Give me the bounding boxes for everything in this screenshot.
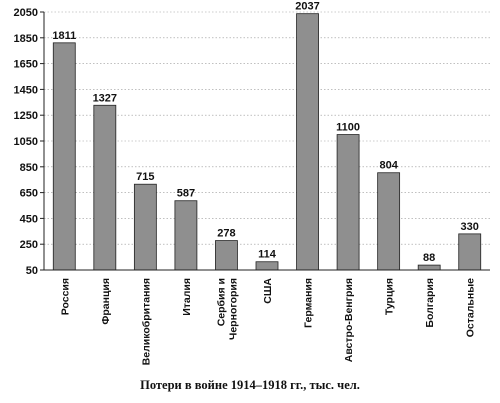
category-label-text: Австро-Венгрия bbox=[343, 278, 356, 363]
category-label bbox=[181, 278, 193, 316]
value-labels bbox=[52, 1, 479, 264]
bar bbox=[215, 241, 237, 270]
bar bbox=[459, 234, 481, 270]
data-label: 2037 bbox=[295, 0, 320, 13]
category-label-text: Турция bbox=[383, 278, 396, 316]
category-label-text: Остальные bbox=[464, 278, 477, 338]
bar bbox=[297, 14, 319, 270]
bars bbox=[53, 14, 480, 270]
y-tick-label: 1250 bbox=[13, 110, 38, 123]
bar bbox=[175, 201, 197, 270]
category-label-text: Великобритания bbox=[140, 278, 153, 366]
category-label-text: Франция bbox=[99, 278, 112, 325]
category-label-text: Болгария bbox=[424, 278, 437, 328]
bar bbox=[134, 184, 156, 270]
y-tick-label: 850 bbox=[19, 161, 38, 174]
category-label bbox=[303, 278, 315, 328]
bar bbox=[94, 105, 116, 270]
data-label: 1100 bbox=[336, 121, 361, 134]
y-tick-label: 450 bbox=[19, 213, 38, 226]
category-label bbox=[100, 278, 112, 325]
category-label-text: Германия bbox=[302, 278, 315, 328]
bar bbox=[256, 262, 278, 270]
data-label: 715 bbox=[136, 171, 155, 184]
y-tick-label: 50 bbox=[25, 265, 38, 277]
category-label bbox=[262, 278, 274, 304]
category-label bbox=[343, 278, 355, 362]
category-label-text: США bbox=[262, 278, 274, 304]
bar bbox=[418, 265, 440, 270]
category-label bbox=[140, 278, 152, 365]
data-label: 114 bbox=[258, 248, 276, 261]
bar bbox=[53, 43, 75, 270]
data-label: 88 bbox=[423, 252, 436, 265]
y-tick-label: 650 bbox=[19, 187, 38, 200]
y-tick-label: 1450 bbox=[13, 84, 38, 97]
data-label: 330 bbox=[460, 220, 479, 233]
chart-title: Потери в войне 1914–1918 гг., тыс. чел. bbox=[140, 378, 360, 392]
y-tick-label: 1650 bbox=[13, 58, 38, 71]
y-tick-label: 1050 bbox=[13, 136, 38, 148]
category-label-text: Россия bbox=[59, 278, 72, 316]
category-label-text: Черногория bbox=[227, 278, 240, 341]
y-tick-label: 2050 bbox=[13, 7, 38, 19]
category-label bbox=[59, 278, 71, 315]
data-label: 587 bbox=[176, 187, 196, 200]
data-label: 278 bbox=[217, 227, 236, 240]
category-label bbox=[465, 278, 477, 337]
bar bbox=[378, 173, 400, 270]
data-label: 1811 bbox=[52, 29, 77, 42]
category-label-text: Сербия и bbox=[215, 278, 228, 327]
category-label-text: Италия bbox=[180, 278, 193, 316]
y-tick-label: 250 bbox=[19, 239, 38, 252]
category-label bbox=[384, 278, 396, 315]
y-tick-label: 1850 bbox=[13, 32, 38, 45]
data-label: 1327 bbox=[92, 92, 118, 105]
bar bbox=[337, 135, 359, 270]
category-label bbox=[215, 278, 239, 340]
data-label: 804 bbox=[379, 159, 398, 172]
y-axis-ticks bbox=[14, 7, 44, 277]
category-label bbox=[424, 278, 436, 328]
category-labels bbox=[59, 278, 476, 366]
